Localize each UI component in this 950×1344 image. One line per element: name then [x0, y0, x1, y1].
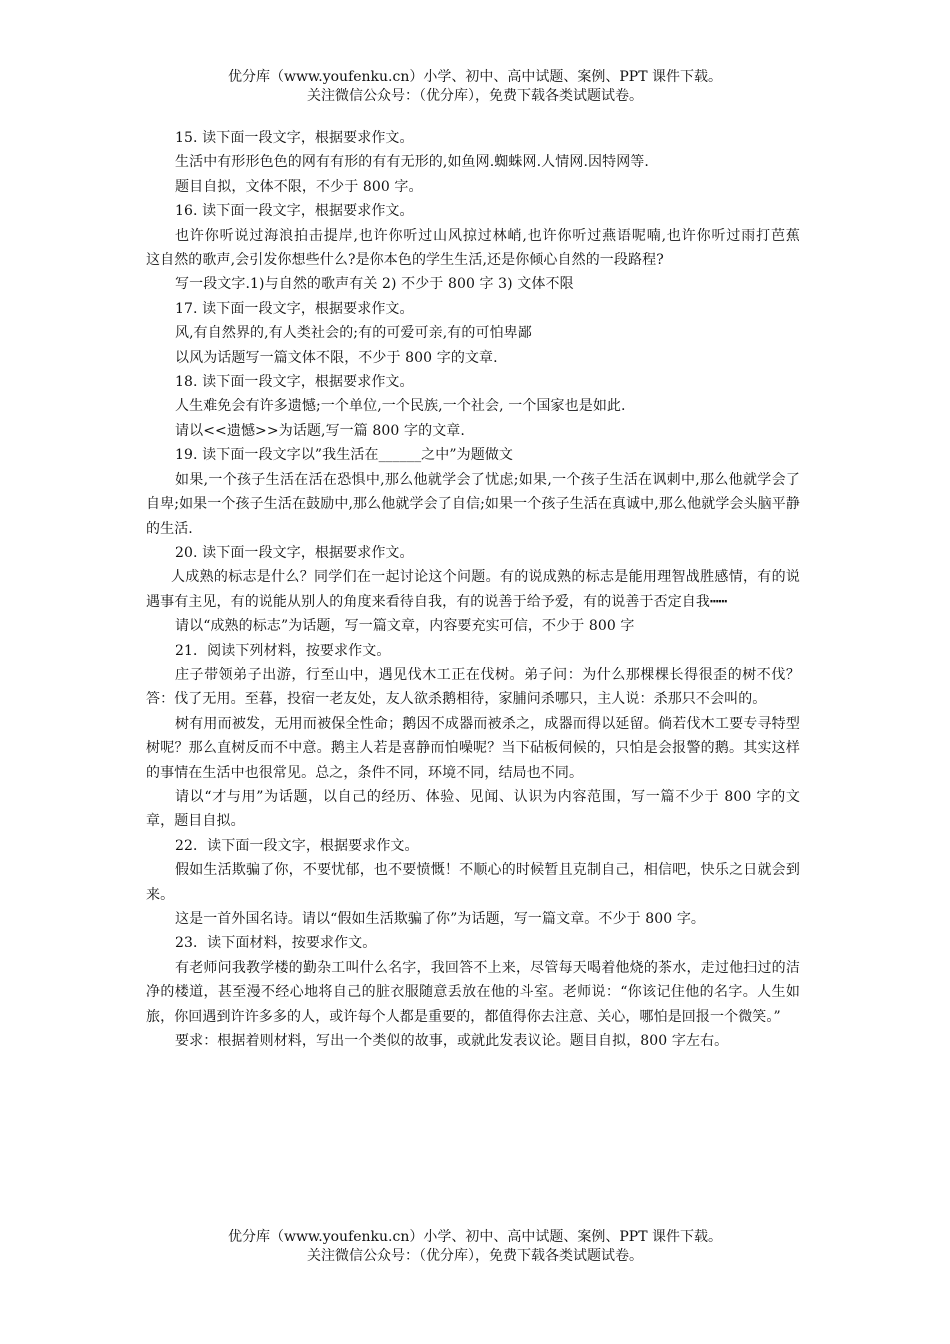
- footer-line-1: 优分库（www.youfenku.cn）小学、初中、高中试题、案例、PPT 课件下载。: [227, 1229, 722, 1245]
- footer-line-2: 关注微信公众号：（优分库），免费下载各类试题试卷。: [307, 1248, 643, 1264]
- paragraph: 请以“才与用”为话题，以自己的经历、体验、见闻、认识为内容范围，写一篇不少于 800 字的文章，题目自拟。: [146, 788, 800, 830]
- paragraph: 生活中有形形色色的网有有形的有有无形的,如鱼网.蜘蛛网.人情网.因特网等.: [175, 154, 649, 171]
- paragraph: 15. 读下面一段文字，根据要求作文。: [175, 130, 414, 146]
- header-line-1: 优分库（www.youfenku.cn）小学、初中、高中试题、案例、PPT 课件下载。: [227, 69, 722, 85]
- page-footer: [0, 1228, 950, 1266]
- paragraph: 20. 读下面一段文字，根据要求作文。: [175, 544, 414, 561]
- paragraph: 风,有自然界的,有人类社会的;有的可爱可亲,有的可怕卑鄙: [175, 325, 532, 342]
- paragraph: 人生难免会有许多遗憾;一个单位,一个民族,一个社会, 一个国家也是如此.: [175, 398, 626, 415]
- paragraph: 18. 读下面一段文字，根据要求作文。: [175, 374, 414, 391]
- paragraph: 这是一首外国名诗。请以“假如生活欺骗了你”为话题，写一篇文章。不少于 800 字。: [175, 911, 706, 927]
- paragraph: 21．阅读下列材料，按要求作文。: [175, 642, 391, 659]
- paragraph: 请以“成熟的标志”为话题，写一篇文章，内容要充实可信，不少于 800 字: [175, 618, 635, 635]
- paragraph: 如果,一个孩子生活在活在恐惧中,那么他就学会了忧虑;如果,一个孩子生活在讽刺中,那么他就学会了自卑;如果一个孩子生活在鼓励中,那么他就学会了自信;如果一个孩子生活在真诚中,那么他就学会头脑平静的生活.: [146, 471, 800, 537]
- paragraph: 要求：根据着则材料，写出一个类似的故事，或就此发表议论。题目自拟，800 字左右。: [175, 1033, 729, 1050]
- paragraph: 17. 读下面一段文字，根据要求作文。: [175, 300, 414, 317]
- paragraph: 19. 读下面一段文字以”我生活在______之中”为题做文: [175, 447, 514, 464]
- paragraph: 题目自拟，文体不限，不少于 800 字。: [175, 178, 423, 195]
- header-line-2: 关注微信公众号：（优分库），免费下载各类试题试卷。: [307, 88, 643, 104]
- paragraph: 16. 读下面一段文字，根据要求作文。: [175, 203, 414, 220]
- paragraph: 庄子带领弟子出游，行至山中，遇见伐木工正在伐树。弟子问：为什么那棵棵长得很歪的树不伐？答：伐了无用。至暮，投宿一老友处，友人欲杀鹅相待，家脯问杀哪只，主人说：杀那只不会叫的。: [146, 666, 800, 708]
- paragraph: 也许你听说过海浪拍击提岸,也许你听过山风掠过林峭,也许你听过燕语呢喃,也许你听过雨打芭蕉 这自然的歌声,会引发你想些什么?是你本色的学生生活,还是你倾心自然的一段路程?: [146, 227, 829, 269]
- paragraph: 以风为话题写一篇文体不限，不少于 800 字的文章.: [175, 349, 498, 366]
- paragraph: 树有用而被发，无用而被保全性命；鹅因不成器而被杀之，成器而得以延留。倘若伐木工要专寻特型树呢？那么直树反而不中意。鹅主人若是喜静而怕噪呢？当下砧板伺候的，只怕是会报警的鹅。其实这样的事情在生活中也很常见。总之，条件不同，环境不同，结局也不同。: [146, 715, 800, 781]
- paragraph: 22．读下面一段文字，根据要求作文。: [175, 837, 419, 854]
- paragraph: 人成熟的标志是什么？同学们在一起讨论这个问题。有的说成熟的标志是能用理智战胜感情，有的说遇事有主见，有的说能从别人的角度来看待自我，有的说善于给予爱，有的说善于否定自我┅┅: [146, 569, 800, 610]
- paragraph: 请以<<遗憾>>为话题,写一篇 800 字的文章.: [175, 422, 465, 439]
- page-header: [0, 68, 950, 106]
- document-body: [146, 126, 829, 1053]
- paragraph: 假如生活欺骗了你，不要忧郁，也不要愤慨！不顺心的时候暂且克制自己，相信吧，快乐之日就会到来。: [146, 862, 800, 903]
- paragraph: 写一段文字.1)与自然的歌声有关 2) 不少于 800 字 3) 文体不限: [175, 276, 574, 293]
- paragraph: 有老师问我教学楼的勤杂工叫什么名字，我回答不上来，尽管每天喝着他烧的茶水，走过他扫过的洁净的楼道，甚至漫不经心地将自己的脏衣服随意丢放在他的斗室。老师说：“你该记住他的名字。人生如旅，你回遇到许许多多的人，或许每个人都是重要的，都值得你去注意、关心，哪怕是回报一个微笑。”: [146, 959, 800, 1025]
- paragraph: 23．读下面材料，按要求作文。: [175, 935, 377, 952]
